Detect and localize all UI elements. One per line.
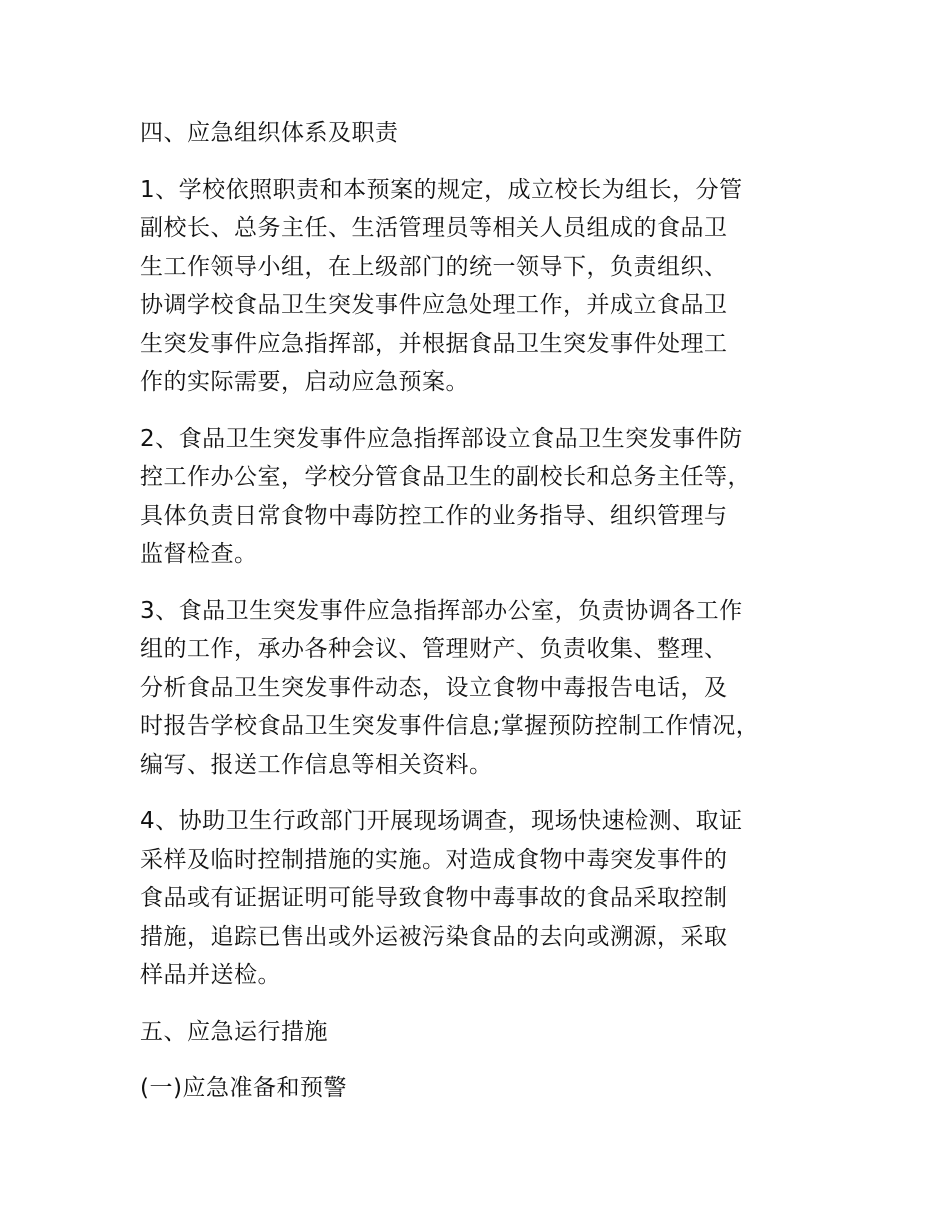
document-body <box>140 114 830 1126</box>
paragraph-line: 编写、报送工作信息等相关资料。 <box>140 751 493 778</box>
paragraph-3 <box>140 592 830 785</box>
paragraph-4 <box>140 802 830 995</box>
paragraph-line: 组的工作，承办各种会议、管理财产、负责收集、整理、 <box>140 636 728 662</box>
paragraph-line: 生工作领导小组，在上级部门的统一领导下，负责组织、 <box>140 253 728 280</box>
paragraph-line: 食品或有证据证明可能导致食物中毒事故的食品采取控制 <box>140 885 728 911</box>
paragraph-line: 副校长、总务主任、生活管理员等相关人员组成的食品卫 <box>140 215 728 241</box>
paragraph-line: 4、协助卫生行政部门开展现场调查，现场快速检测、取证 <box>140 808 743 834</box>
section-heading-4: 四、应急组织体系及职责 <box>140 120 399 146</box>
paragraph-line: 协调学校食品卫生突发事件应急处理工作，并成立食品卫 <box>140 292 728 318</box>
paragraph-1 <box>140 171 830 402</box>
paragraph-line: 作的实际需要，启动应急预案。 <box>140 369 469 395</box>
paragraph-line: 2、食品卫生突发事件应急指挥部设立食品卫生突发事件防 <box>140 425 743 452</box>
subsection-heading-1: (一)应急准备和预警 <box>140 1075 347 1101</box>
paragraph-line: 样品并送检。 <box>140 962 281 988</box>
paragraph-line: 1、学校依照职责和本预案的规定，成立校长为组长，分管 <box>140 176 743 203</box>
paragraph-line: 时报告学校食品卫生突发事件信息;掌握预防控制工作情况， <box>140 713 760 739</box>
paragraph-line: 措施，追踪已售出或外运被污染食品的去向或溯源，采取 <box>140 923 728 950</box>
paragraph-line: 3、食品卫生突发事件应急指挥部办公室，负责协调各工作 <box>140 597 743 624</box>
paragraph-line: 采样及临时控制措施的实施。对造成食物中毒突发事件的 <box>140 846 728 873</box>
paragraph-line: 控工作办公室，学校分管食品卫生的副校长和总务主任等， <box>140 464 751 490</box>
paragraph-line: 生突发事件应急指挥部，并根据食品卫生突发事件处理工 <box>140 330 728 357</box>
paragraph-line: 具体负责日常食物中毒防控工作的业务指导、组织管理与 <box>140 502 728 529</box>
paragraph-line: 分析食品卫生突发事件动态，设立食物中毒报告电话，及 <box>140 674 728 701</box>
paragraph-2 <box>140 420 830 574</box>
paragraph-line: 监督检查。 <box>140 541 258 567</box>
section-heading-5: 五、应急运行措施 <box>140 1018 328 1045</box>
